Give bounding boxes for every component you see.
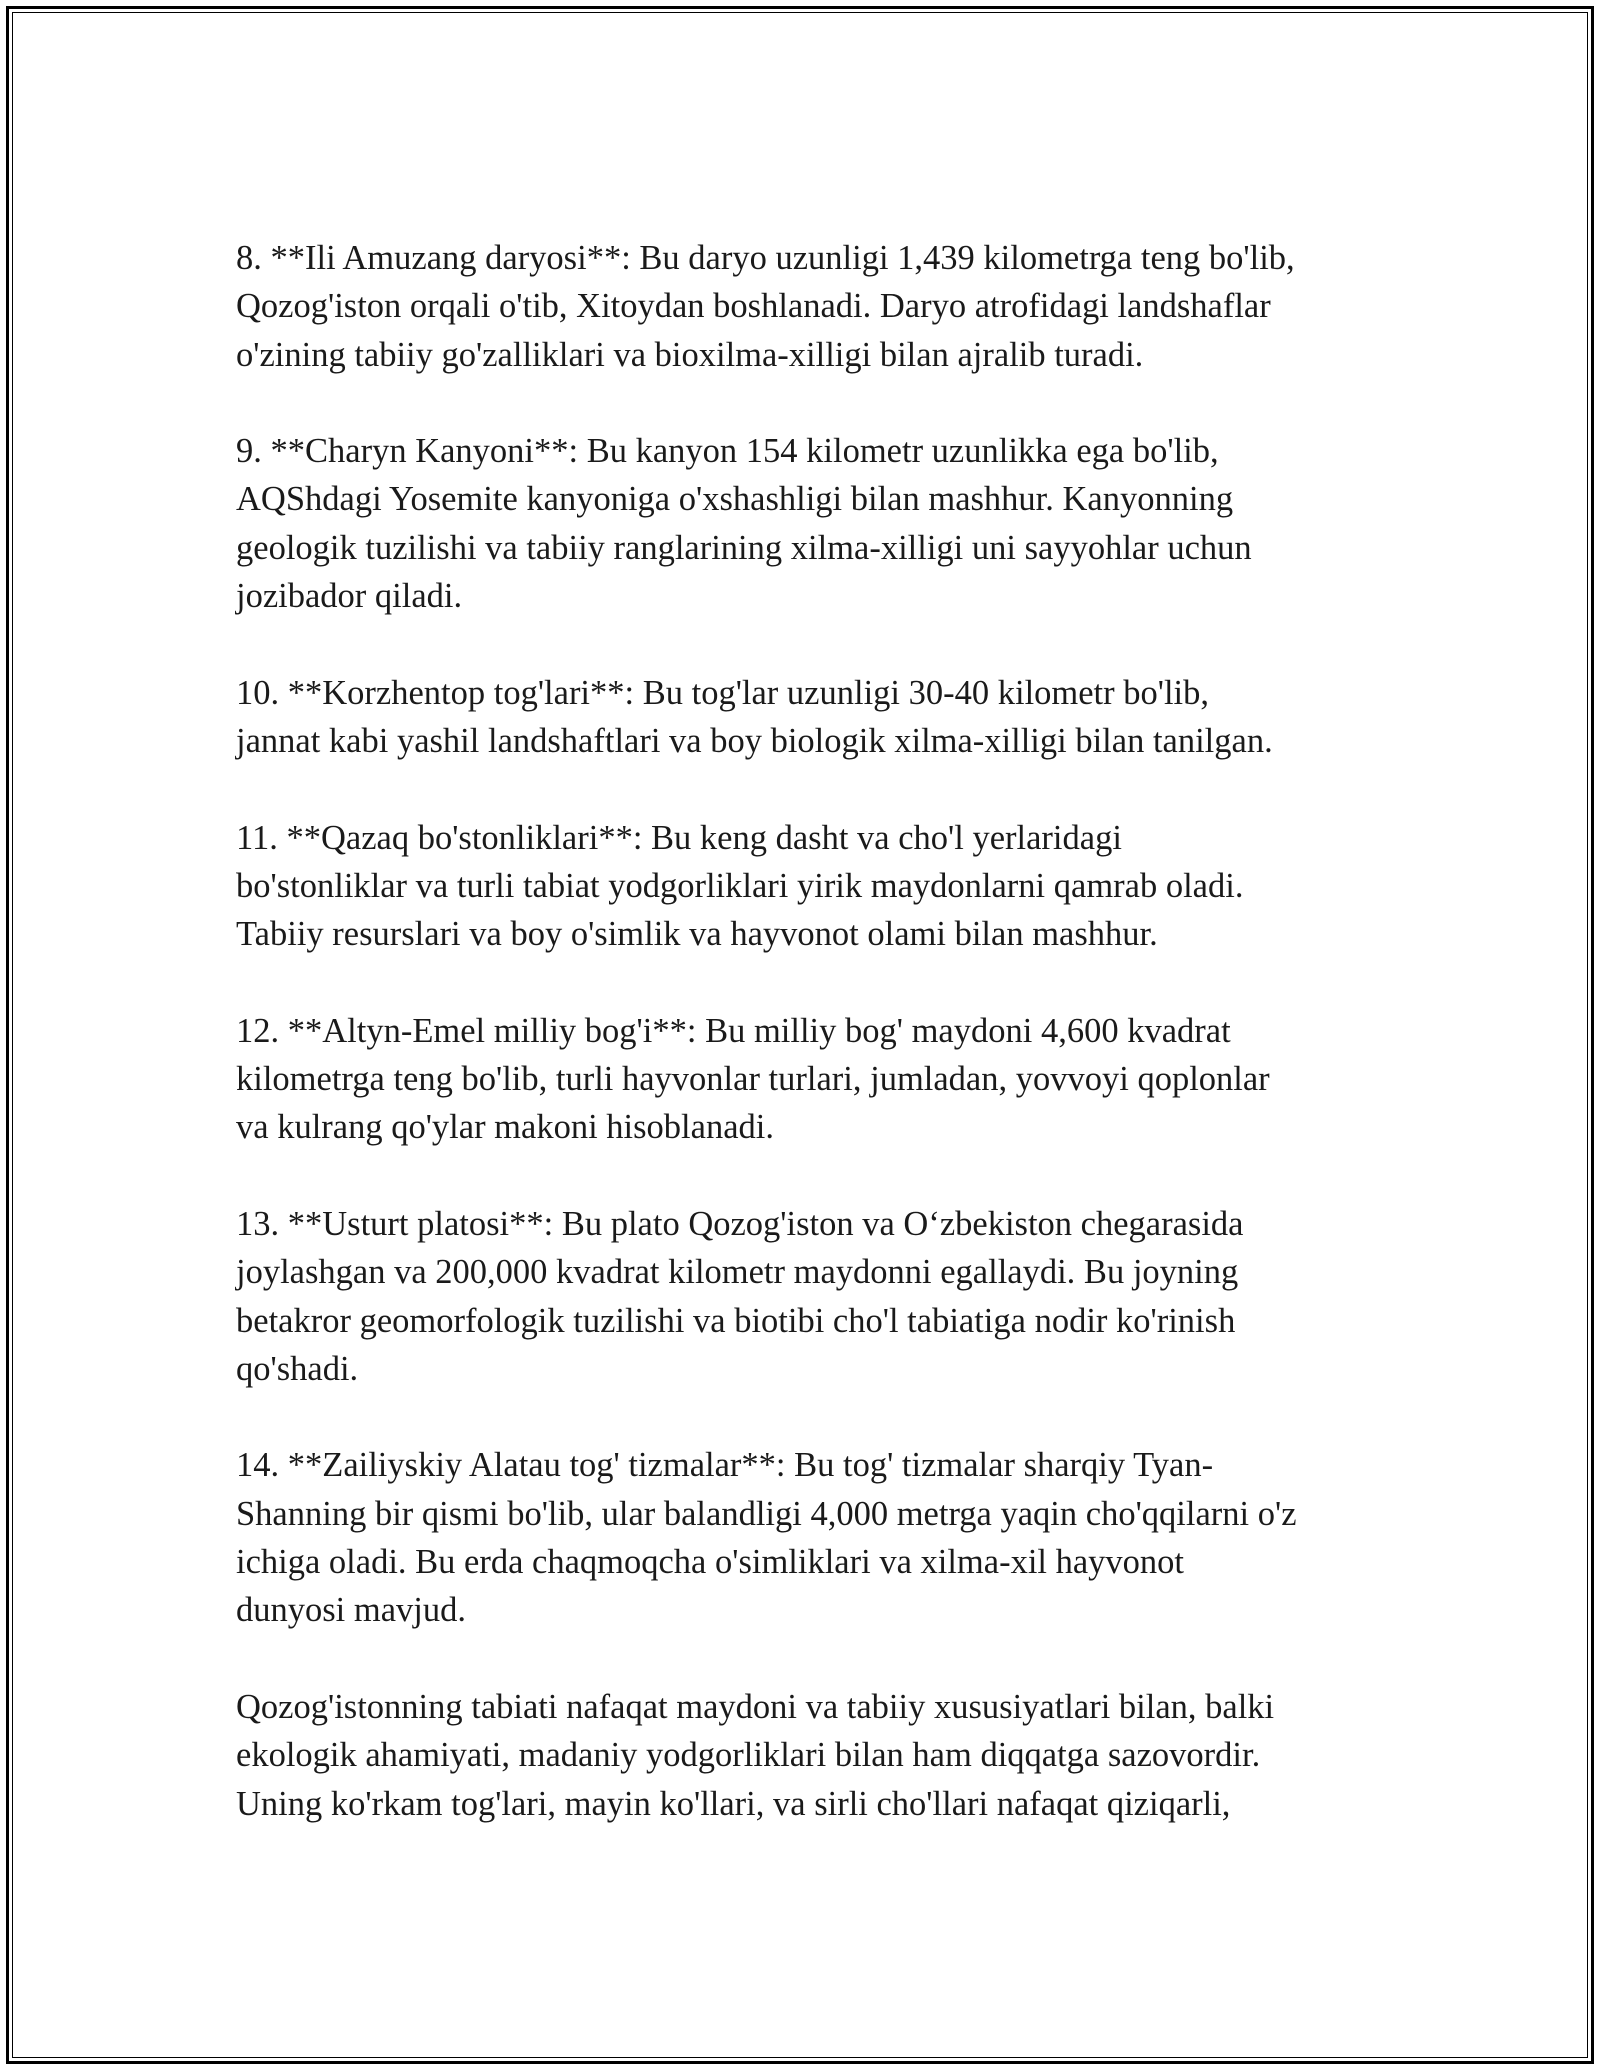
text-line: ichiga oladi. Bu erda chaqmoqcha o'simliklari va xilma-xil hayvonot	[236, 1543, 1185, 1582]
text-line: 10. **Korzhentop tog'lari**: Bu tog'lar uzunligi 30-40 kilometr bo'lib,	[236, 673, 1210, 712]
text-line: 11. **Qazaq bo'stonliklari**: Bu keng dasht va cho'l yerlaridagi	[236, 818, 1122, 857]
paragraph-item-10	[236, 669, 1376, 766]
paragraph-item-9	[236, 427, 1376, 620]
text-line: 8. **Ili Amuzang daryosi**: Bu daryo uzunligi 1,439 kilometrga teng bo'lib,	[236, 239, 1295, 277]
text-line: dunyosi mavjud.	[236, 1591, 466, 1630]
text-line: AQShdagi Yosemite kanyoniga o'xshashligi bilan mashhur. Kanyonning	[236, 480, 1234, 519]
text-line: bo'stonliklar va turli tabiat yodgorliklari yirik maydonlarni qamrab oladi.	[236, 866, 1244, 905]
text-line: Shanning bir qismi bo'lib, ular balandligi 4,000 metrga yaqin cho'qqilarni o'z	[236, 1494, 1297, 1533]
paragraph-conclusion	[236, 1683, 1376, 1828]
text-line: Tabiiy resurslari va boy o'simlik va hayvonot olami bilan mashhur.	[236, 915, 1158, 954]
text-line: betakror geomorfologik tuzilishi va biotibi cho'l tabiatiga nodir ko'rinish	[236, 1301, 1236, 1340]
paragraph-item-14	[236, 1441, 1376, 1634]
paragraph-item-13	[236, 1200, 1376, 1393]
text-line: kilometrga teng bo'lib, turli hayvonlar turlari, jumladan, yovvoyi qoplonlar	[236, 1060, 1270, 1099]
text-line: o'zining tabiiy go'zalliklari va bioxilma-xilligi bilan ajralib turadi.	[236, 335, 1144, 374]
text-line: geologik tuzilishi va tabiiy ranglarining xilma-xilligi uni sayyohlar uchun	[236, 528, 1252, 567]
text-line: ekologik ahamiyati, madaniy yodgorliklari bilan ham diqqatga sazovordir.	[236, 1736, 1261, 1775]
text-line: qo'shadi.	[236, 1349, 359, 1388]
paragraph-item-8	[236, 234, 1376, 379]
text-line: 14. **Zailiyskiy Alatau tog' tizmalar**: Bu tog' tizmalar sharqiy Tyan-	[236, 1446, 1214, 1485]
text-line: 13. **Usturt platosi**: Bu plato Qozog'iston va O‘zbekiston chegarasida	[236, 1204, 1244, 1243]
text-line: Qozog'iston orqali o'tib, Xitoydan boshlanadi. Daryo atrofidagi landshaflar	[236, 287, 1271, 326]
text-line: va kulrang qo'ylar makoni hisoblanadi.	[236, 1108, 774, 1147]
text-line: jannat kabi yashil landshaftlari va boy biologik xilma-xilligi bilan tanilgan.	[236, 721, 1273, 760]
text-line: Uning ko'rkam tog'lari, mayin ko'llari, va sirli cho'llari nafaqat qiziqarli,	[236, 1784, 1231, 1823]
text-line: 9. **Charyn Kanyoni**: Bu kanyon 154 kilometr uzunlikka ega bo'lib,	[236, 432, 1219, 471]
text-line: Qozog'istonning tabiati nafaqat maydoni va tabiiy xususiyatlari bilan, balki	[236, 1687, 1275, 1726]
text-line: joylashgan va 200,000 kvadrat kilometr maydonni egallaydi. Bu joyning	[236, 1253, 1239, 1292]
paragraph-item-11	[236, 814, 1376, 959]
text-line: 12. **Altyn-Emel milliy bog'i**: Bu milliy bog' maydoni 4,600 kvadrat	[236, 1011, 1231, 1050]
text-line: jozibador qiladi.	[236, 577, 463, 616]
document-body	[236, 234, 1376, 1828]
paragraph-item-12	[236, 1007, 1376, 1152]
